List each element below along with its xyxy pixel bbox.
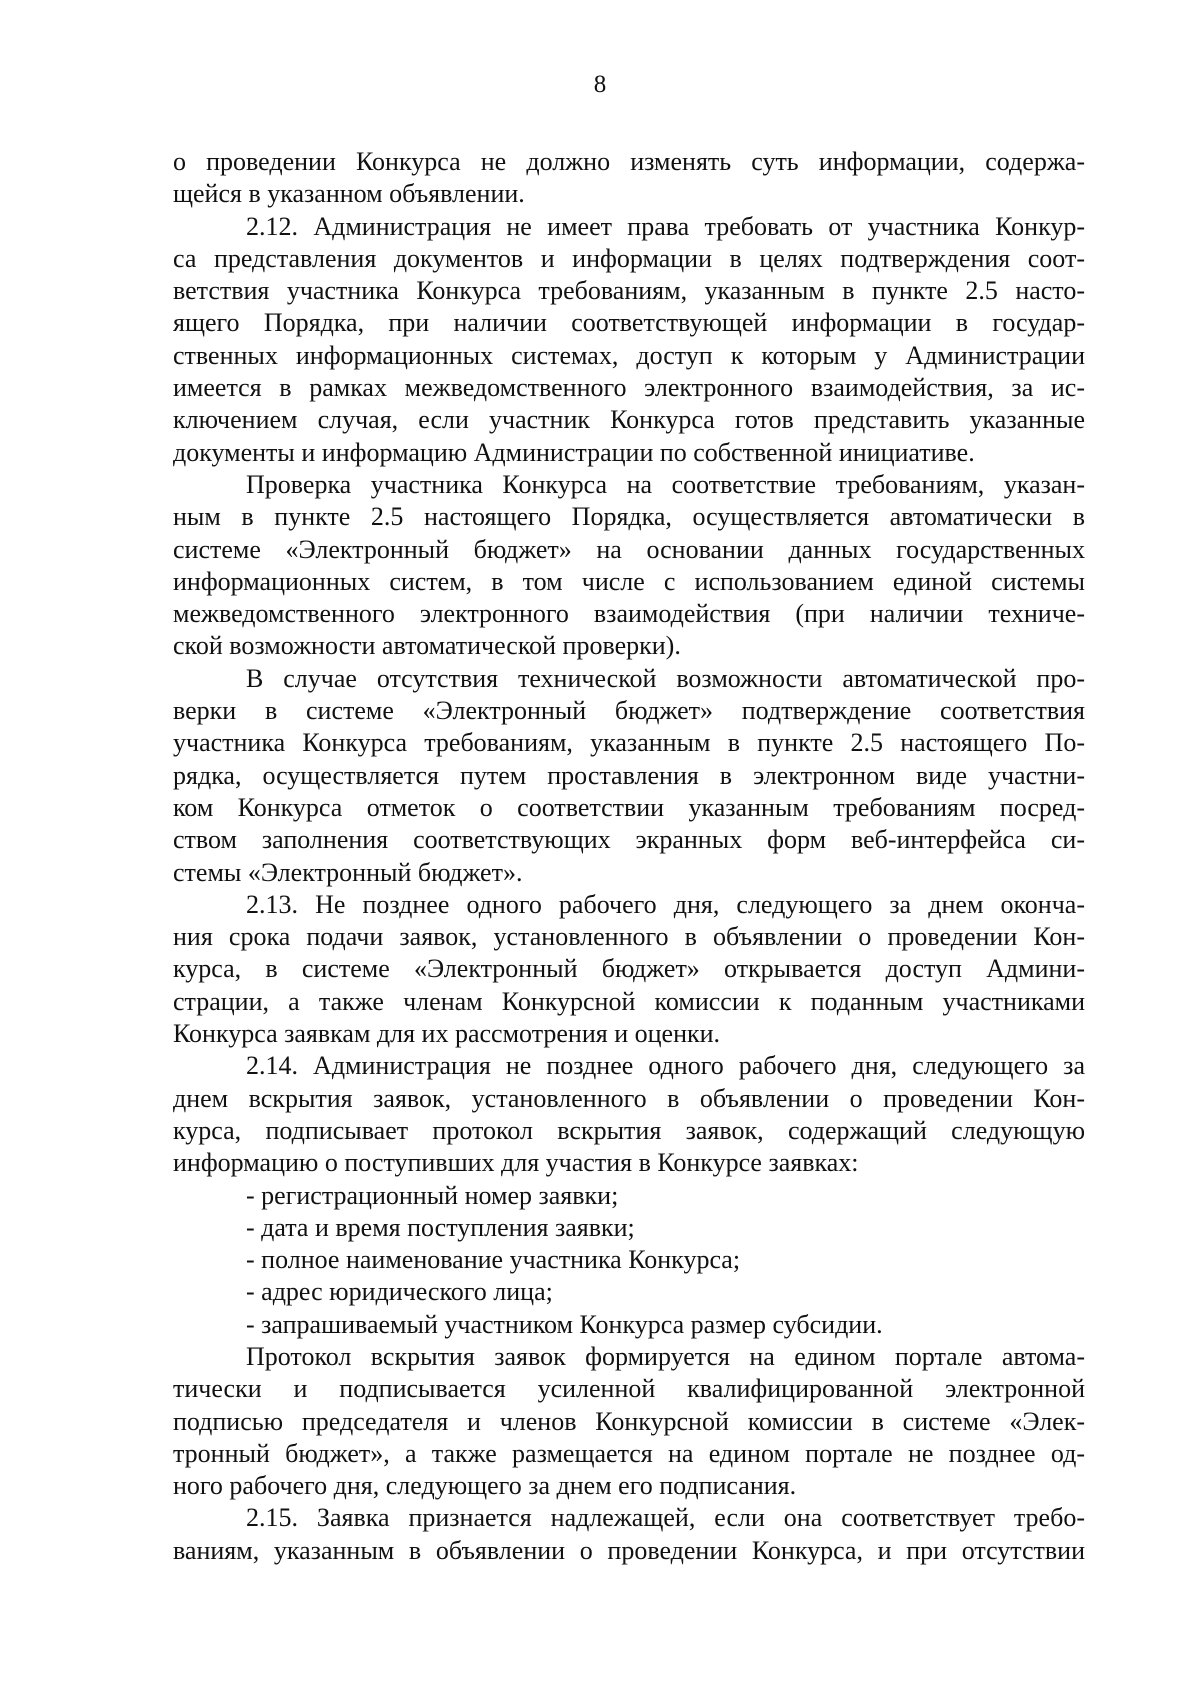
text-line: документы и информацию Администрации по собственной инициативе. (173, 437, 975, 467)
text-line: информацию о поступивших для участия в Конкурсе заявках: (173, 1148, 859, 1178)
text-line: - адрес юридического лица; (246, 1277, 553, 1307)
text-line: ством заполнения соответствующих экранных форм веб-интерфейса си- (173, 825, 1085, 855)
text-line: ственных информационных системах, доступ к которым у Администрации (173, 340, 1085, 370)
text-line: участника Конкурса требованиям, указанным в пункте 2.5 настоящего По- (173, 728, 1085, 758)
text-line: ком Конкурса отметок о соответствии указанным требованиям посред- (173, 792, 1085, 822)
text-line: ветствия участника Конкурса требованиям, указанным в пункте 2.5 насто- (173, 276, 1085, 306)
text-line: ного рабочего дня, следующего за днем его подписания. (173, 1471, 797, 1501)
text-line: подписью председателя и членов Конкурсной комиссии в системе «Элек- (173, 1406, 1085, 1436)
text-line: тически и подписывается усиленной квалифицированной электронной (173, 1374, 1085, 1404)
text-line: ящего Порядка, при наличии соответствующей информации в государ- (173, 308, 1085, 338)
text-line: информационных систем, в том числе с использованием единой системы (173, 566, 1085, 596)
text-line: системе «Электронный бюджет» на основании данных государственных (173, 534, 1085, 564)
text-line: рядка, осуществляется путем проставления в электронном виде участни- (173, 760, 1085, 790)
text-line: 2.15. Заявка признается надлежащей, если она соответствует требо- (246, 1503, 1085, 1533)
text-line: межведомственного электронного взаимодействия (при наличии техниче- (173, 599, 1085, 629)
text-line: курса, подписывает протокол вскрытия заявок, содержащий следующую (173, 1115, 1085, 1145)
text-line: 2.12. Администрация не имеет права требовать от участника Конкур- (246, 211, 1085, 241)
page-number: 8 (593, 71, 607, 98)
text-line: ской возможности автоматической проверки). (173, 631, 681, 661)
text-line: - дата и время поступления заявки; (246, 1212, 635, 1242)
text-line: Конкурса заявкам для их рассмотрения и оценки. (173, 1019, 721, 1049)
text-line: ния срока подачи заявок, установленного в объявлении о проведении Кон- (173, 922, 1085, 952)
text-line: ным в пункте 2.5 настоящего Порядка, осуществляется автоматически в (173, 502, 1085, 532)
text-line: стемы «Электронный бюджет». (173, 857, 523, 887)
text-line: - регистрационный номер заявки; (246, 1180, 619, 1210)
text-line: верки в системе «Электронный бюджет» подтверждение соответствия (173, 696, 1085, 726)
text-line: Протокол вскрытия заявок формируется на едином портале автома- (246, 1341, 1085, 1371)
text-line: ваниям, указанным в объявлении о проведении Конкурса, и при отсутствии (173, 1535, 1085, 1565)
text-line: о проведении Конкурса не должно изменять суть информации, содержа- (173, 147, 1085, 176)
text-line: ключением случая, если участник Конкурса готов представить указанные (173, 405, 1085, 435)
text-line: 2.13. Не позднее одного рабочего дня, следующего за днем оконча- (246, 889, 1085, 919)
text-line: Проверка участника Конкурса на соответствие требованиям, указан- (246, 469, 1085, 499)
text-line: щейся в указанном объявлении. (173, 179, 525, 209)
text-line: курса, в системе «Электронный бюджет» открывается доступ Админи- (173, 954, 1085, 984)
text-line: са представления документов и информации в целях подтверждения соот- (173, 243, 1085, 273)
text-line: - полное наименование участника Конкурса; (246, 1245, 741, 1275)
text-line: имеется в рамках межведомственного электронного взаимодействия, за ис- (173, 373, 1085, 403)
text-line: В случае отсутствия технической возможности автоматической про- (246, 663, 1085, 693)
text-line: днем вскрытия заявок, установленного в объявлении о проведении Кон- (173, 1083, 1085, 1113)
text-line: - запрашиваемый участником Конкурса размер субсидии. (246, 1309, 883, 1339)
text-line: 2.14. Администрация не позднее одного рабочего дня, следующего за (246, 1051, 1085, 1081)
text-line: страции, а также членам Конкурсной комиссии к поданным участниками (173, 986, 1085, 1016)
body-text (173, 146, 1085, 1567)
text-line: тронный бюджет», а также размещается на едином портале не позднее од- (173, 1438, 1085, 1468)
